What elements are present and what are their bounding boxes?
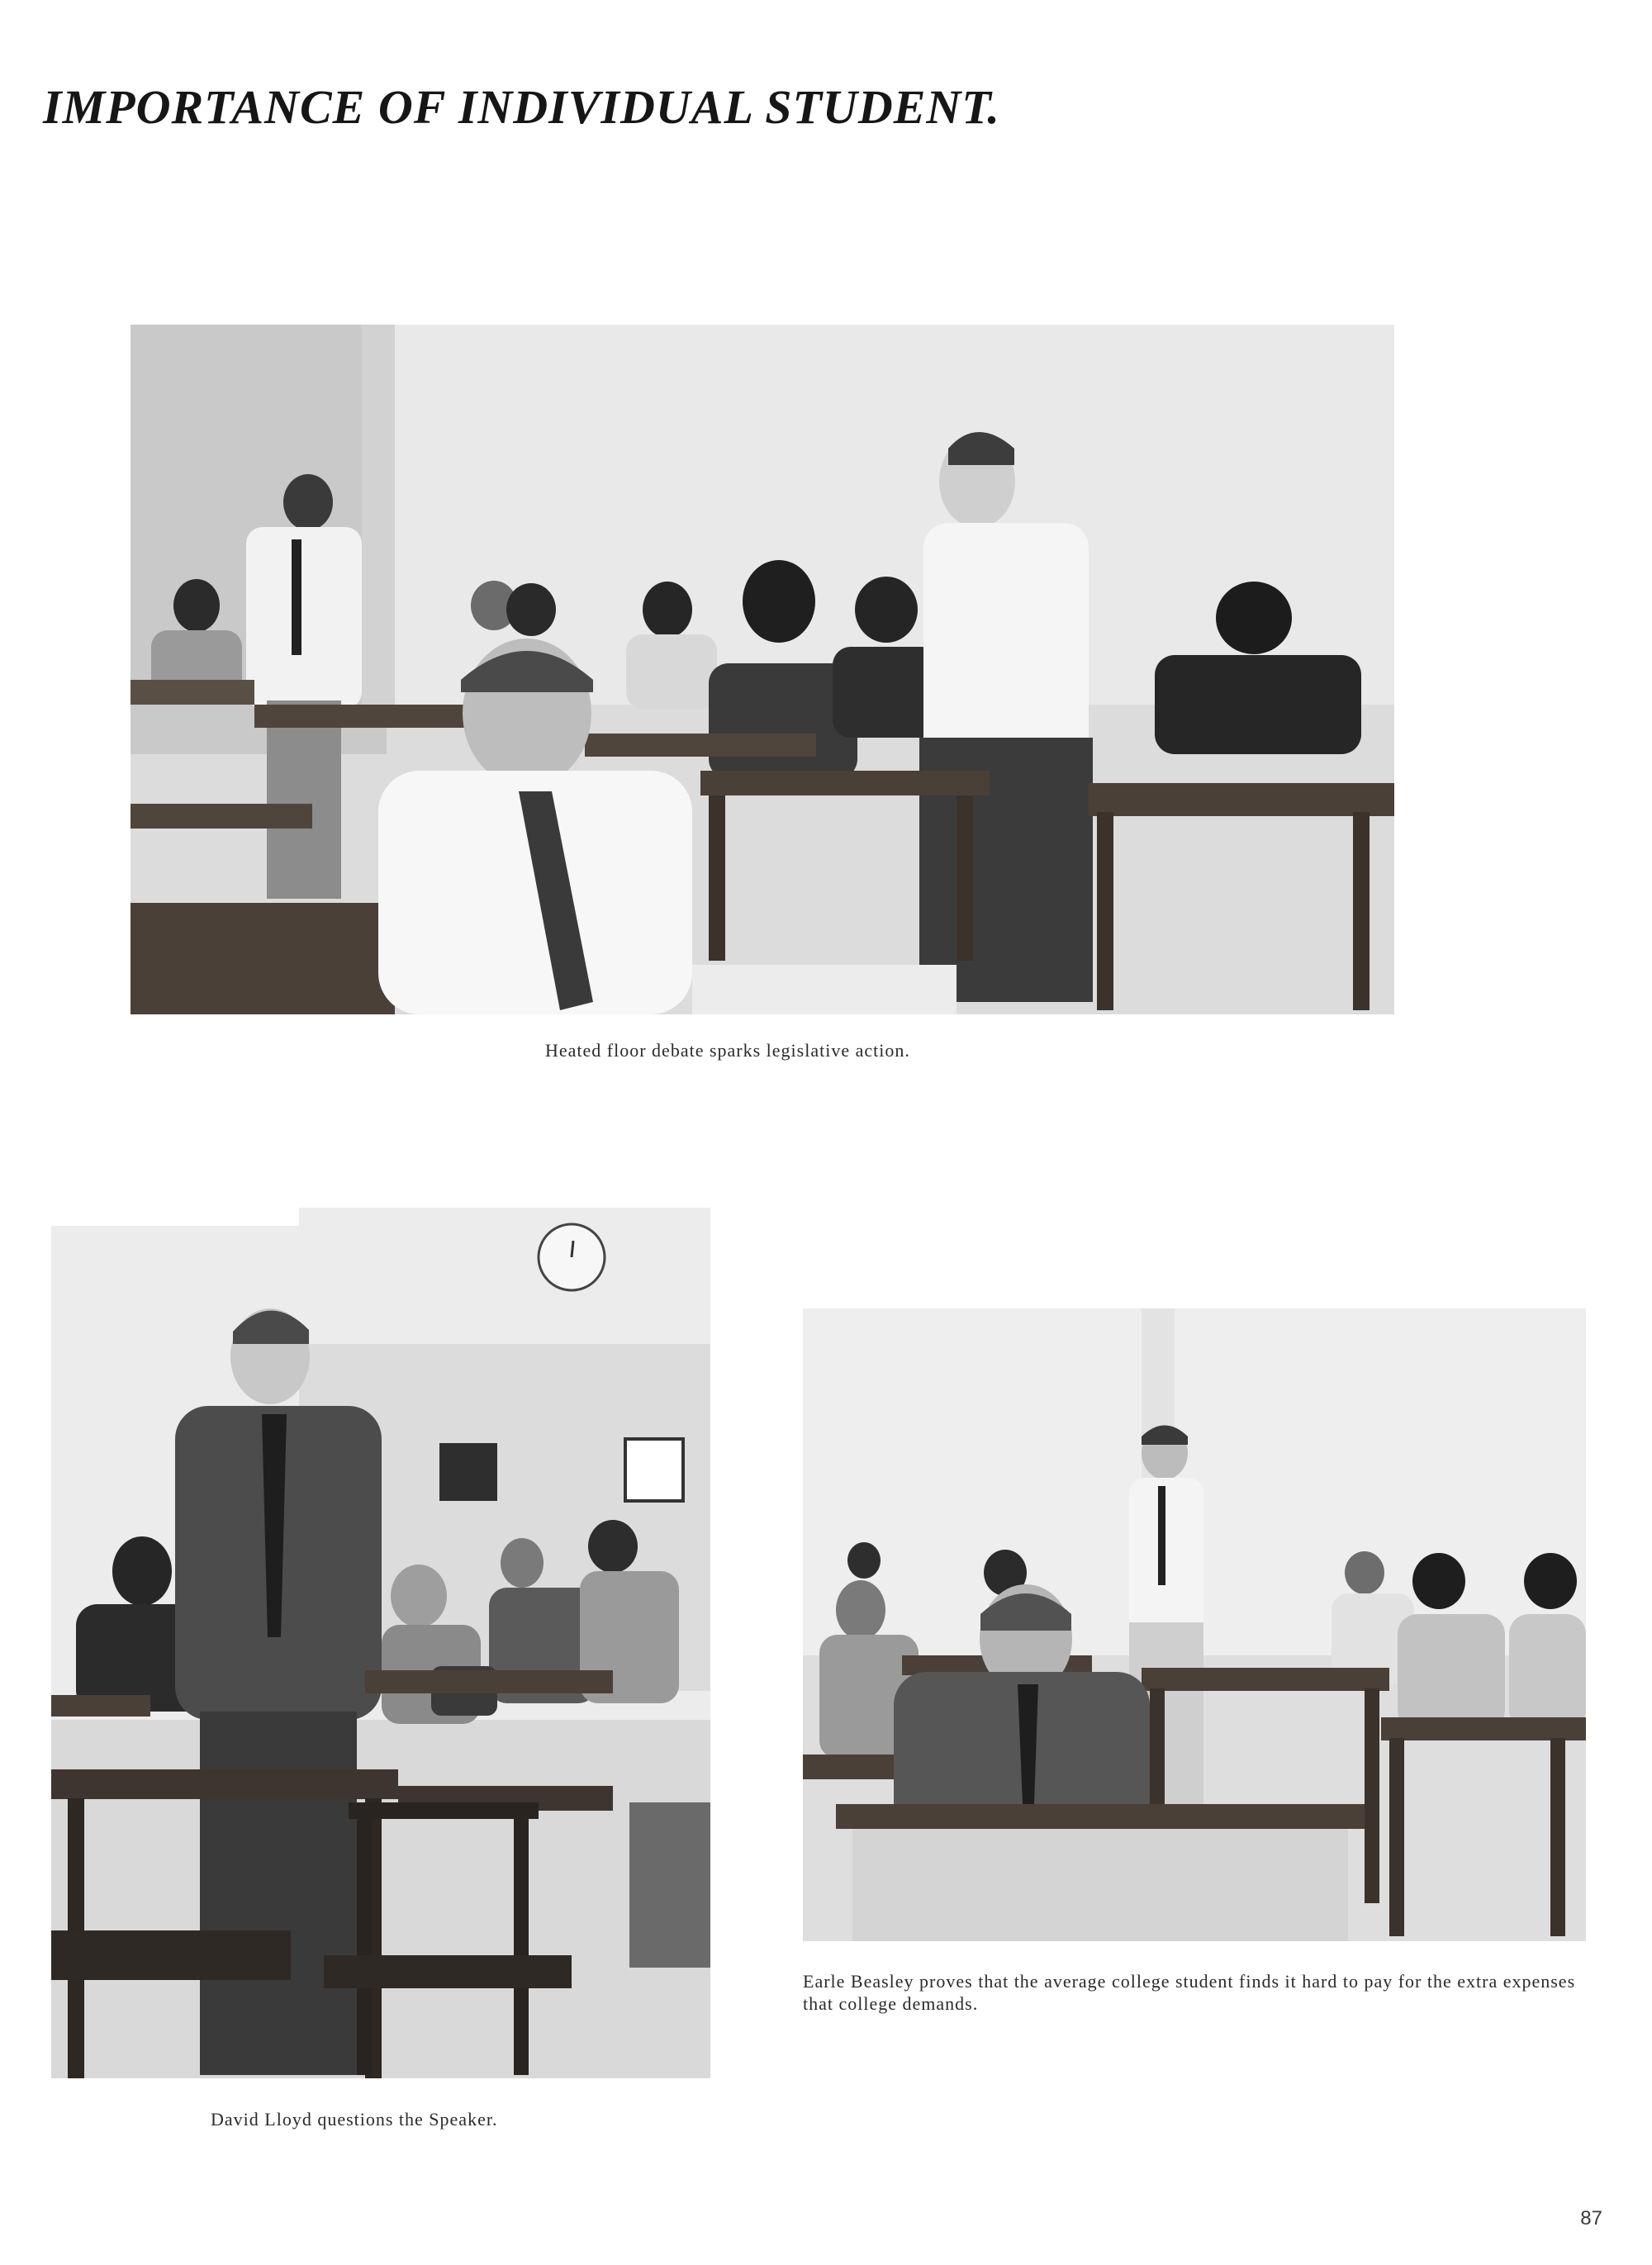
photo-floor-debate [131, 325, 1394, 1014]
photo-speaker-question [51, 1208, 710, 2078]
photo-college-expenses [803, 1308, 1586, 1941]
caption-college-expenses: Earle Beasley proves that the average college student finds it hard to pay for the extra expenses that college demands. [803, 1971, 1576, 2014]
caption-speaker-question: David Lloyd questions the Speaker. [211, 2109, 498, 2130]
page-number: 87 [1580, 2207, 1602, 2229]
page-headline: IMPORTANCE OF INDIVIDUAL STUDENT. [43, 80, 1000, 134]
caption-floor-debate: Heated floor debate sparks legislative action. [545, 1040, 910, 1061]
